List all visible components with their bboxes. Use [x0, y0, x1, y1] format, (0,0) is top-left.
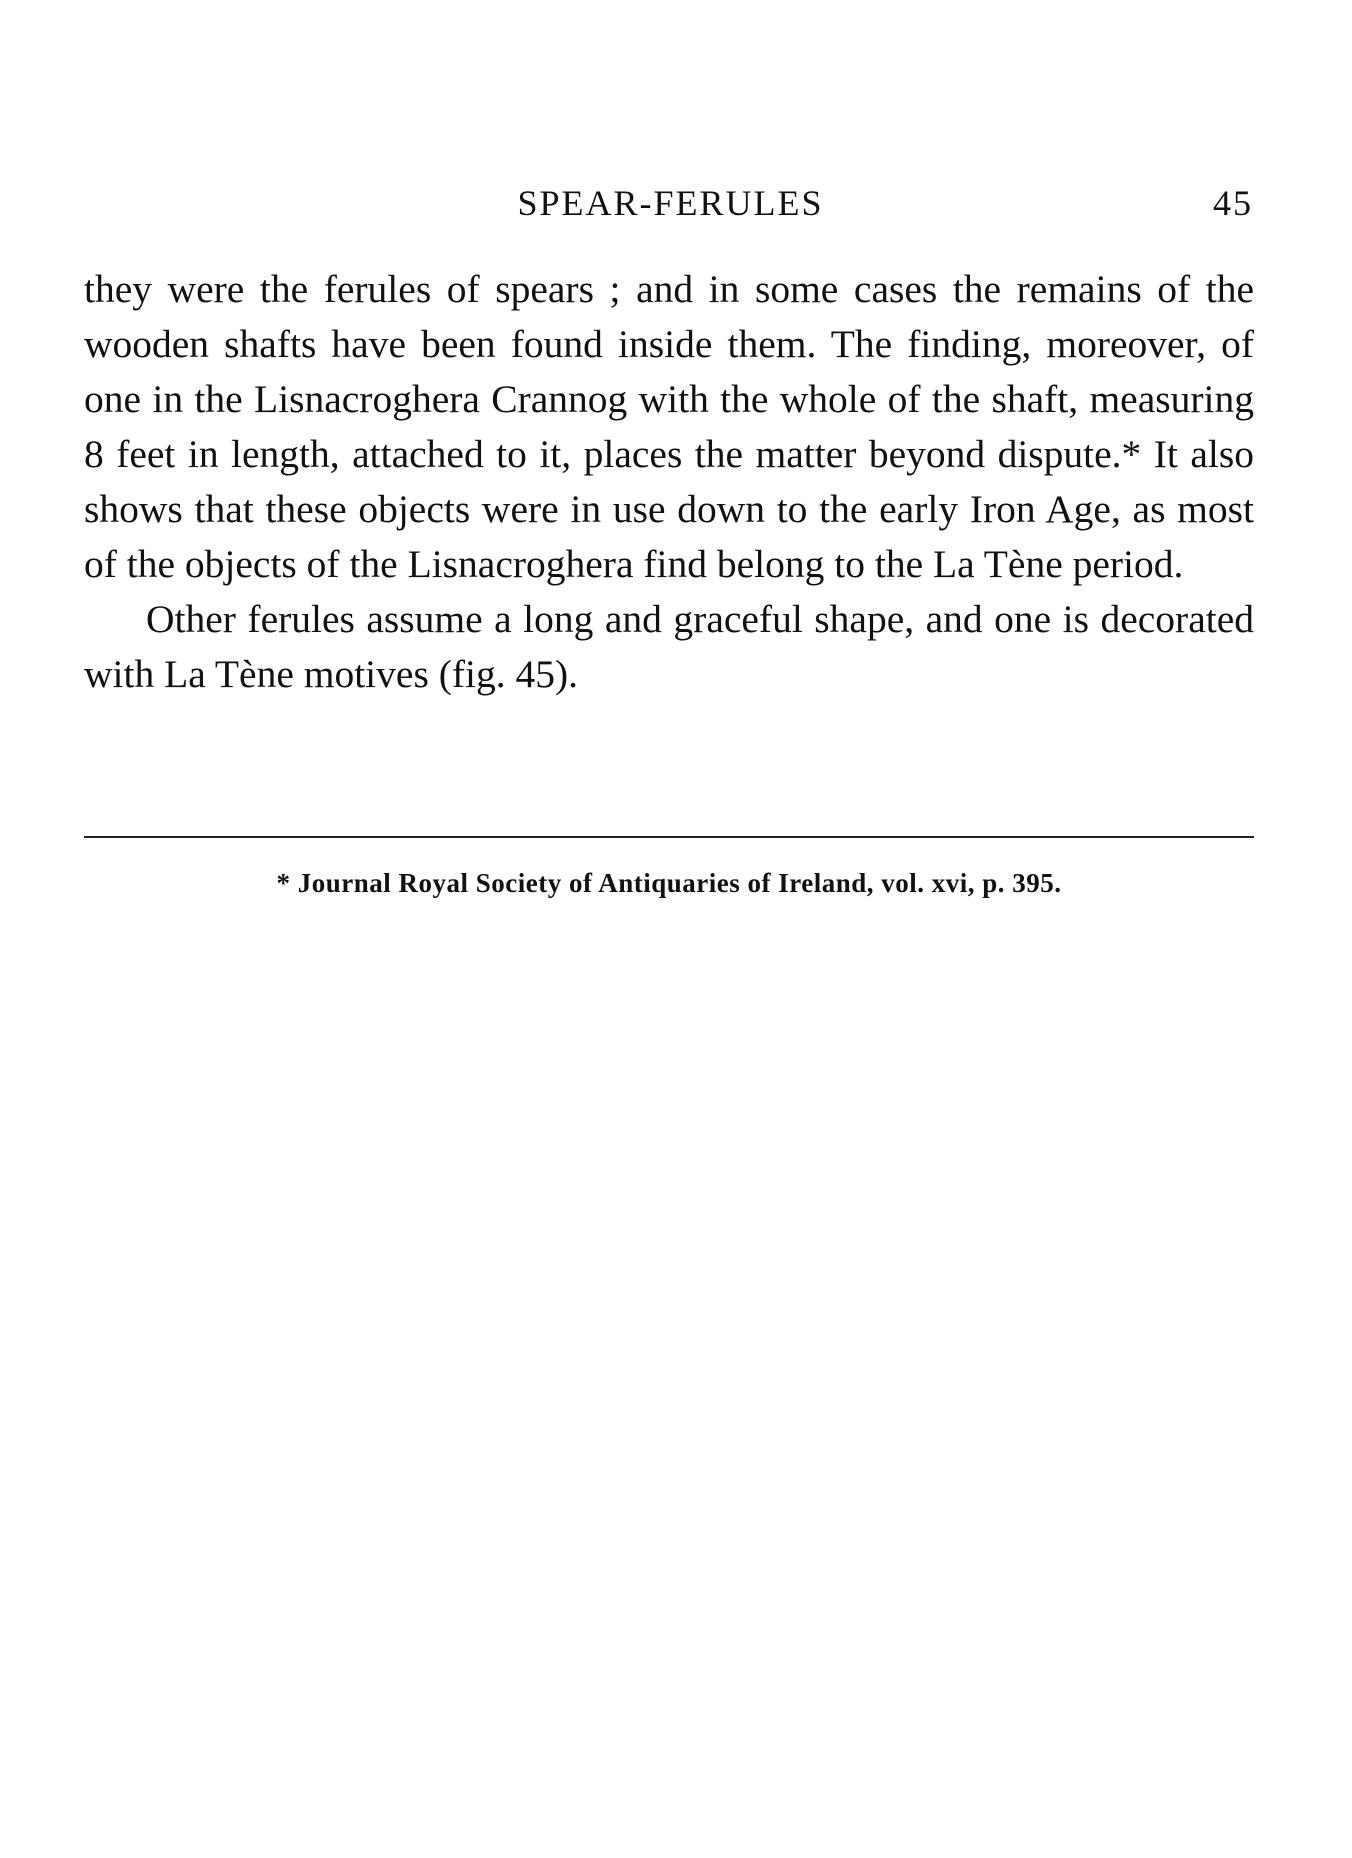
- footnote-divider: [84, 836, 1254, 838]
- page-number: 45: [1213, 183, 1253, 223]
- body-text: [84, 262, 1254, 702]
- running-title: SPEAR-FERULES: [517, 183, 824, 223]
- paragraph-continuation: they were the ferules of spears ; and in some cases the remains of the wooden shafts have been found inside them. The finding, moreover, of one in the Lisnacroghera Crannog with the whole of the shaft, measuring 8 feet in length, attached to it, places the matter beyond dispute.* It also shows that these objects were in use down to the early Iron Age, as most of the objects of the Lisnacroghera find belong to the La Tène period.: [84, 267, 1254, 586]
- running-head: [88, 182, 1253, 232]
- paragraph-other-ferules: Other ferules assume a long and graceful shape, and one is decorated with La Tène motives (fig. 45).: [84, 597, 1254, 696]
- footnote: * Journal Royal Society of Antiquaries of Ireland, vol. xvi, p. 395.: [276, 868, 1062, 898]
